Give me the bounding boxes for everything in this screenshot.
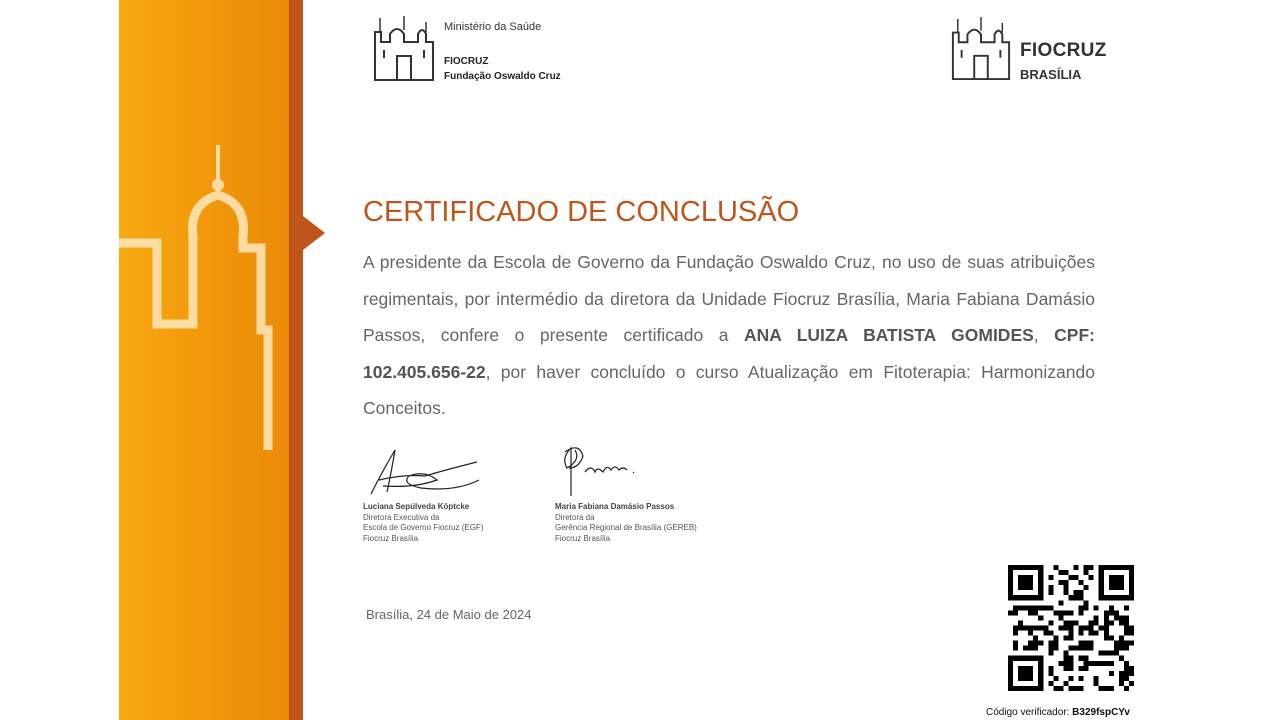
body-end-text: , por haver concluído o curso Atualização em Fitoterapia: Harmonizando Conceitos. [363, 361, 1095, 418]
signer-name: Luciana Sepúlveda Köptcke [363, 502, 470, 511]
signer-role-detail: Escola de Governo Fiocruz (EGF) [363, 523, 484, 532]
verifier-code-line [986, 707, 1130, 718]
decorative-band-notch [303, 216, 325, 250]
signer-name: Maria Fabiana Damásio Passos [555, 502, 675, 511]
verifier-code: B329fspCYv [1072, 707, 1130, 718]
verifier-label: Código verificador: [986, 707, 1070, 718]
org-short-label: FIOCRUZ [444, 56, 489, 67]
qr-code-image [1008, 565, 1134, 691]
castle-outline-art [119, 140, 279, 450]
body-separator-text: , [1033, 325, 1055, 345]
body-intro-text: A presidente da Escola de Governo da Fundação Oswaldo Cruz, no uso de suas atribuições regimentais, por intermédio da diretora da Unidade Fiocruz Brasília, Maria Fabiana Damásio Passos, confere o presente certificado a [363, 252, 1095, 345]
signer-role-detail: Gerência Regional de Brasília (GEREB) [555, 523, 697, 532]
signature-maria-fabiana-image [557, 438, 647, 498]
signer-role: Diretora da [555, 512, 595, 522]
signer-role: Diretora Executiva da [363, 512, 440, 522]
castle-logo-icon [950, 16, 1012, 82]
castle-logo-icon [372, 16, 436, 82]
signer-unit: Fiocruz Brasília [363, 533, 419, 543]
signer-unit: Fiocruz Brasília [555, 533, 611, 543]
ministry-label: Ministério da Saúde [444, 21, 542, 33]
org-full-label: Fundação Oswaldo Cruz [444, 71, 561, 82]
brand-fiocruz-label: FIOCRUZ [1020, 40, 1107, 61]
fiocruz-ministry-logo [372, 16, 592, 86]
recipient-name: ANA LUIZA BATISTA GOMIDES [743, 325, 1034, 345]
certificate-title: CERTIFICADO DE CONCLUSÃO [363, 196, 800, 228]
signature-luciana-image [365, 440, 485, 500]
issue-date: Brasília, 24 de Maio de 2024 [366, 607, 532, 622]
certificate-body [363, 244, 1095, 427]
decorative-band-edge [289, 0, 303, 720]
fiocruz-brasilia-logo [950, 16, 1120, 86]
brand-brasilia-label: BRASÍLIA [1020, 67, 1082, 82]
recipient-cpf: CPF: 102.405.656-22 [363, 325, 1095, 382]
signature-block-luciana [363, 502, 483, 544]
signature-block-maria-fabiana [555, 502, 697, 544]
